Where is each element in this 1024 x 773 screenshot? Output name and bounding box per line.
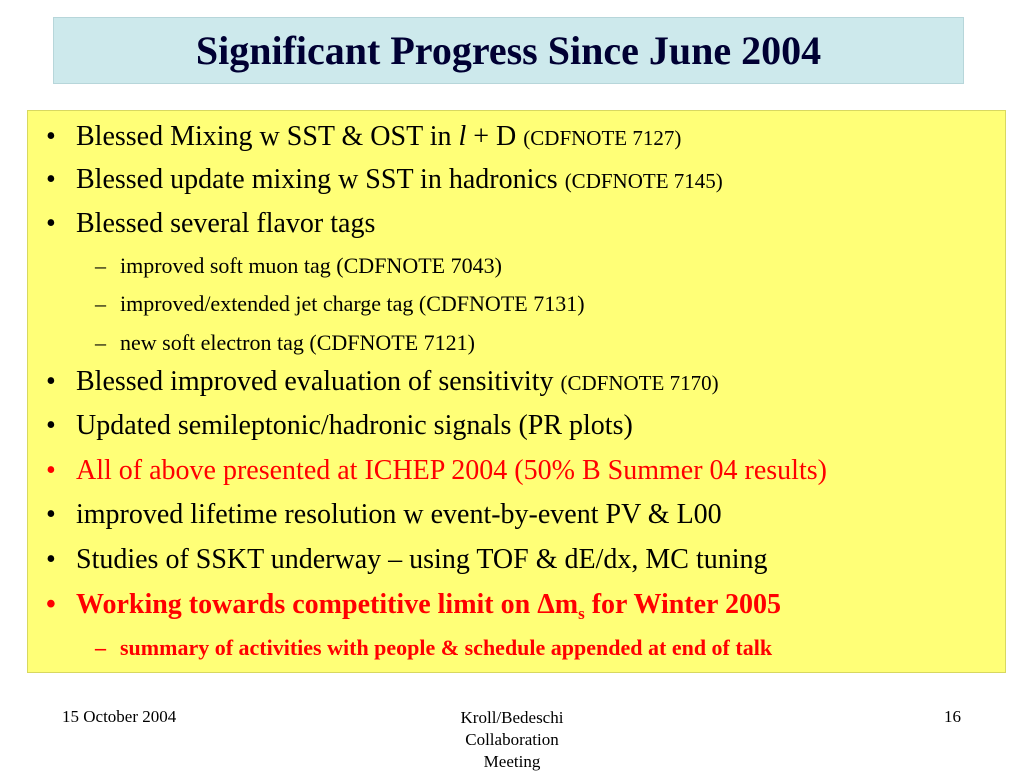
sub-bullet-item-highlight: – summary of activities with people & schedule appended at end of talk: [95, 635, 773, 660]
bullet-item: • Studies of SSKT underway – using TOF & dE/dx, MC tuning: [46, 544, 768, 575]
delta-symbol: Δ: [537, 589, 555, 620]
sub-bullet-item: – new soft electron tag (CDFNOTE 7121): [95, 330, 475, 355]
footer-center-line: Meeting: [483, 752, 541, 771]
bullet-list: [27, 110, 1006, 673]
bullet-item: • Blessed update mixing w SST in hadronics (CDFNOTE 7145): [46, 164, 723, 195]
bullet-item: • Updated semileptonic/hadronic signals (PR plots): [46, 410, 633, 441]
footer-date: 15 October 2004: [62, 707, 177, 726]
bullet-item: • Blessed Mixing w SST & OST in l + D (CDFNOTE 7127): [46, 121, 682, 152]
slide-title: Significant Progress Since June 2004: [195, 28, 822, 73]
footer-center-line: Kroll/Bedeschi Collaboration: [460, 708, 564, 749]
bullet-item-highlight: • All of above presented at ICHEP 2004 (50% B Summer 04 results): [46, 455, 827, 486]
title-box: [53, 17, 964, 84]
bullet-item: • Blessed improved evaluation of sensitivity (CDFNOTE 7170): [46, 366, 719, 397]
bullet-item: • Blessed several flavor tags: [46, 208, 376, 239]
bullet-item: • improved lifetime resolution w event-by-event PV & L00: [46, 499, 722, 530]
footer-center: [412, 707, 612, 773]
page-number: 16: [944, 707, 961, 726]
sub-bullet-item: – improved soft muon tag (CDFNOTE 7043): [95, 253, 502, 278]
bullet-item-highlight: • Working towards competitive limit on $\Delta m_s$ for Winter 2005: [46, 589, 781, 623]
sub-bullet-item: – improved/extended jet charge tag (CDFNOTE 7131): [95, 291, 585, 316]
